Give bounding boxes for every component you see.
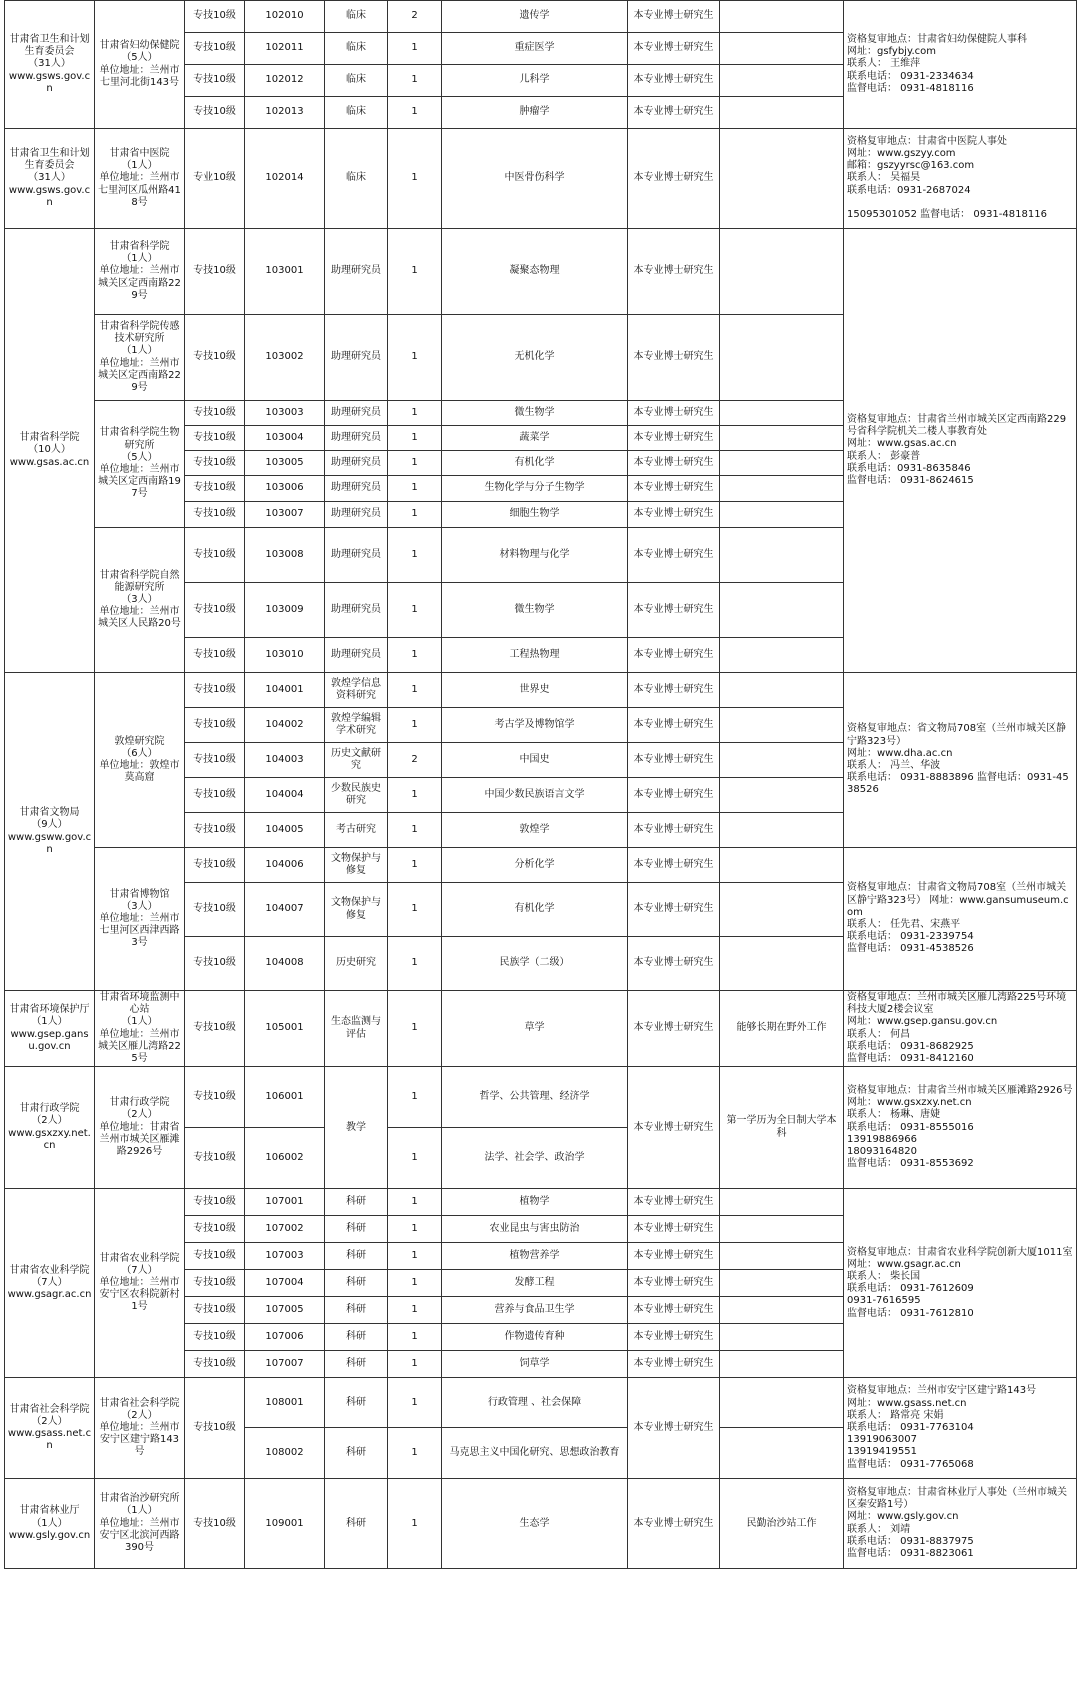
table-row <box>5 673 1077 708</box>
other-requirement-cell <box>720 33 844 65</box>
major-cell: 生物化学与分子生物学 <box>442 476 628 502</box>
degree-cell: 本专业博士研究生 <box>628 97 720 129</box>
level-cell: 专技10级 <box>185 229 245 315</box>
degree-cell: 本专业博士研究生 <box>628 1243 720 1270</box>
major-cell: 民族学（二级） <box>442 937 628 991</box>
degree-cell: 本专业博士研究生 <box>628 708 720 743</box>
contact-cell: 资格复审地点：甘肃省中医院人事处 网址：www.gszyy.com 邮箱：gszyyrsc@163.com 联系人： 吴福昊 联系电话：0931-2687024 15095301052 监督电话： 0931-4818116 <box>844 129 1077 229</box>
level-cell: 专技10级 <box>185 1067 245 1128</box>
level-cell: 专技10级 <box>185 1479 245 1569</box>
unit-cell: 甘肃省科学院传感技术研究所 （1人） 单位地址：兰州市城关区定西南路229号 <box>95 315 185 401</box>
major-cell: 考古学及博物馆学 <box>442 708 628 743</box>
level-cell: 专技10级 <box>185 778 245 813</box>
other-requirement-cell: 能够长期在野外工作 <box>720 991 844 1067</box>
level-cell: 专技10级 <box>185 708 245 743</box>
count-cell: 1 <box>388 813 442 848</box>
position-code-cell: 106001 <box>245 1067 325 1128</box>
post-cell: 科研 <box>325 1189 388 1216</box>
post-cell: 助理研究员 <box>325 315 388 401</box>
position-code-cell: 104006 <box>245 848 325 883</box>
contact-cell: 资格复审地点：甘肃省文物局708室（兰州市城关区静宁路323号） 网址：www.gansumuseum.com 联系人： 任先君、宋燕平 联系电话： 0931-2339754 监督电话： 0931-4538526 <box>844 848 1077 991</box>
major-cell: 遗传学 <box>442 1 628 33</box>
unit-cell: 甘肃行政学院 （2人） 单位地址：甘肃省兰州市城关区雁滩路2926号 <box>95 1067 185 1189</box>
count-cell: 1 <box>388 502 442 528</box>
degree-cell: 本专业博士研究生 <box>628 1479 720 1569</box>
count-cell: 1 <box>388 991 442 1067</box>
count-cell: 1 <box>388 33 442 65</box>
degree-cell: 本专业博士研究生 <box>628 673 720 708</box>
count-cell: 1 <box>388 583 442 638</box>
major-cell: 营养与食品卫生学 <box>442 1297 628 1324</box>
count-cell: 1 <box>388 476 442 502</box>
other-requirement-cell <box>720 673 844 708</box>
degree-cell: 本专业博士研究生 <box>628 1216 720 1243</box>
post-cell: 科研 <box>325 1216 388 1243</box>
major-cell: 哲学、公共管理、经济学 <box>442 1067 628 1128</box>
post-cell: 科研 <box>325 1243 388 1270</box>
other-requirement-cell <box>720 97 844 129</box>
table-row <box>5 1479 1077 1569</box>
department-cell: 甘肃省林业厅 （1人） www.gsly.gov.cn <box>5 1479 95 1569</box>
other-requirement-cell <box>720 883 844 937</box>
degree-cell: 本专业博士研究生 <box>628 33 720 65</box>
position-code-cell: 103002 <box>245 315 325 401</box>
post-cell: 助理研究员 <box>325 583 388 638</box>
post-cell: 助理研究员 <box>325 229 388 315</box>
degree-cell: 本专业博士研究生 <box>628 426 720 451</box>
other-requirement-cell <box>720 502 844 528</box>
other-requirement-cell <box>720 813 844 848</box>
table-row <box>5 1 1077 33</box>
other-requirement-cell <box>720 476 844 502</box>
post-cell: 助理研究员 <box>325 401 388 426</box>
post-cell: 临床 <box>325 33 388 65</box>
recruitment-table-container <box>4 0 1076 1569</box>
position-code-cell: 104007 <box>245 883 325 937</box>
major-cell: 微生物学 <box>442 583 628 638</box>
degree-cell: 本专业博士研究生 <box>628 778 720 813</box>
position-code-cell: 103010 <box>245 638 325 673</box>
count-cell: 1 <box>388 65 442 97</box>
level-cell: 专技10级 <box>185 426 245 451</box>
major-cell: 有机化学 <box>442 451 628 476</box>
other-requirement-cell <box>720 743 844 778</box>
level-cell: 专技10级 <box>185 97 245 129</box>
degree-cell: 本专业博士研究生 <box>628 638 720 673</box>
level-cell: 专技10级 <box>185 451 245 476</box>
post-cell: 临床 <box>325 129 388 229</box>
count-cell: 1 <box>388 883 442 937</box>
level-cell: 专技10级 <box>185 401 245 426</box>
table-row <box>5 1189 1077 1216</box>
major-cell: 无机化学 <box>442 315 628 401</box>
count-cell: 1 <box>388 1479 442 1569</box>
degree-cell: 本专业博士研究生 <box>628 1297 720 1324</box>
department-cell: 甘肃省科学院 （10人） www.gsas.ac.cn <box>5 229 95 673</box>
position-code-cell: 108001 <box>245 1378 325 1428</box>
other-requirement-cell <box>720 451 844 476</box>
post-cell: 科研 <box>325 1297 388 1324</box>
table-row <box>5 1378 1077 1428</box>
post-cell: 历史文献研究 <box>325 743 388 778</box>
count-cell: 1 <box>388 426 442 451</box>
level-cell: 专技10级 <box>185 1297 245 1324</box>
count-cell: 1 <box>388 1324 442 1351</box>
post-cell: 少数民族史研究 <box>325 778 388 813</box>
position-code-cell: 103003 <box>245 401 325 426</box>
level-cell: 专业10级 <box>185 129 245 229</box>
count-cell: 1 <box>388 1351 442 1378</box>
unit-cell: 甘肃省科学院生物研究所 （5人） 单位地址：兰州市城关区定西南路197号 <box>95 401 185 528</box>
unit-cell: 甘肃省中医院 （1人） 单位地址：兰州市七里河区瓜州路418号 <box>95 129 185 229</box>
major-cell: 植物营养学 <box>442 1243 628 1270</box>
count-cell: 1 <box>388 315 442 401</box>
other-requirement-cell <box>720 778 844 813</box>
post-cell: 科研 <box>325 1270 388 1297</box>
level-cell: 专技10级 <box>185 583 245 638</box>
major-cell: 敦煌学 <box>442 813 628 848</box>
position-code-cell: 107004 <box>245 1270 325 1297</box>
contact-cell: 资格复审地点：甘肃省兰州市城关区雁滩路2926号 网址：www.gsxzxy.net.cn 联系人： 杨琳、唐婕 联系电话： 0931-8555016 13919886966 18093164820 监督电话： 0931-8553692 <box>844 1067 1077 1189</box>
recruitment-table <box>4 0 1077 1569</box>
other-requirement-cell <box>720 1324 844 1351</box>
count-cell: 1 <box>388 1297 442 1324</box>
post-cell: 临床 <box>325 65 388 97</box>
position-code-cell: 105001 <box>245 991 325 1067</box>
other-requirement-cell <box>720 1428 844 1479</box>
position-code-cell: 103009 <box>245 583 325 638</box>
degree-cell: 本专业博士研究生 <box>628 502 720 528</box>
post-cell: 助理研究员 <box>325 528 388 583</box>
major-cell: 农业昆虫与害虫防治 <box>442 1216 628 1243</box>
other-requirement-cell <box>720 315 844 401</box>
contact-cell: 资格复审地点：甘肃省农业科学院创新大厦1011室 网址：www.gsagr.ac.cn 联系人： 柴长国 联系电话： 0931-7612609 0931-7616595 监督电话： 0931-7612810 <box>844 1189 1077 1378</box>
degree-cell: 本专业博士研究生 <box>628 1270 720 1297</box>
position-code-cell: 107006 <box>245 1324 325 1351</box>
degree-cell: 本专业博士研究生 <box>628 401 720 426</box>
other-requirement-cell <box>720 1189 844 1216</box>
department-cell: 甘肃省卫生和计划生育委员会 （31人） www.gsws.gov.cn <box>5 129 95 229</box>
major-cell: 中医骨伤科学 <box>442 129 628 229</box>
other-requirement-cell <box>720 708 844 743</box>
other-requirement-cell: 第一学历为全日制大学本科 <box>720 1067 844 1189</box>
level-cell: 专技10级 <box>185 1 245 33</box>
unit-cell: 甘肃省博物馆 （3人） 单位地址：兰州市七里河区西津西路3号 <box>95 848 185 991</box>
position-code-cell: 107007 <box>245 1351 325 1378</box>
degree-cell: 本专业博士研究生 <box>628 129 720 229</box>
position-code-cell: 103006 <box>245 476 325 502</box>
degree-cell: 本专业博士研究生 <box>628 813 720 848</box>
post-cell: 科研 <box>325 1324 388 1351</box>
post-cell: 科研 <box>325 1479 388 1569</box>
count-cell: 1 <box>388 638 442 673</box>
position-code-cell: 104004 <box>245 778 325 813</box>
degree-cell: 本专业博士研究生 <box>628 991 720 1067</box>
other-requirement-cell <box>720 1297 844 1324</box>
post-cell: 助理研究员 <box>325 476 388 502</box>
major-cell: 有机化学 <box>442 883 628 937</box>
degree-cell: 本专业博士研究生 <box>628 1067 720 1189</box>
post-cell: 敦煌学信息资料研究 <box>325 673 388 708</box>
position-code-cell: 104002 <box>245 708 325 743</box>
unit-cell: 甘肃省科学院自然能源研究所 （3人） 单位地址：兰州市城关区人民路20号 <box>95 528 185 673</box>
count-cell: 1 <box>388 528 442 583</box>
level-cell: 专技10级 <box>185 991 245 1067</box>
level-cell: 专技10级 <box>185 937 245 991</box>
other-requirement-cell <box>720 937 844 991</box>
count-cell: 1 <box>388 451 442 476</box>
post-cell: 文物保护与修复 <box>325 883 388 937</box>
other-requirement-cell: 民勤治沙站工作 <box>720 1479 844 1569</box>
table-row <box>5 129 1077 229</box>
major-cell: 作物遗传育种 <box>442 1324 628 1351</box>
position-code-cell: 107003 <box>245 1243 325 1270</box>
major-cell: 中国史 <box>442 743 628 778</box>
major-cell: 草学 <box>442 991 628 1067</box>
degree-cell: 本专业博士研究生 <box>628 883 720 937</box>
level-cell: 专技10级 <box>185 638 245 673</box>
degree-cell: 本专业博士研究生 <box>628 476 720 502</box>
position-code-cell: 107005 <box>245 1297 325 1324</box>
count-cell: 1 <box>388 1216 442 1243</box>
department-cell: 甘肃省农业科学院 （7人） www.gsagr.ac.cn <box>5 1189 95 1378</box>
degree-cell: 本专业博士研究生 <box>628 1189 720 1216</box>
level-cell: 专技10级 <box>185 528 245 583</box>
major-cell: 重症医学 <box>442 33 628 65</box>
degree-cell: 本专业博士研究生 <box>628 848 720 883</box>
count-cell: 1 <box>388 848 442 883</box>
department-cell: 甘肃省文物局 （9人） www.gsww.gov.cn <box>5 673 95 991</box>
major-cell: 工程热物理 <box>442 638 628 673</box>
level-cell: 专技10级 <box>185 476 245 502</box>
level-cell: 专技10级 <box>185 1243 245 1270</box>
position-code-cell: 108002 <box>245 1428 325 1479</box>
table-row <box>5 229 1077 315</box>
degree-cell: 本专业博士研究生 <box>628 743 720 778</box>
post-cell: 临床 <box>325 97 388 129</box>
post-cell: 敦煌学编辑学术研究 <box>325 708 388 743</box>
count-cell: 1 <box>388 129 442 229</box>
other-requirement-cell <box>720 1378 844 1428</box>
position-code-cell: 102013 <box>245 97 325 129</box>
count-cell: 1 <box>388 401 442 426</box>
level-cell: 专技10级 <box>185 315 245 401</box>
post-cell: 科研 <box>325 1428 388 1479</box>
major-cell: 法学、社会学、政治学 <box>442 1128 628 1189</box>
unit-cell: 甘肃省治沙研究所 （1人） 单位地址：兰州市安宁区北滨河西路390号 <box>95 1479 185 1569</box>
major-cell: 蔬菜学 <box>442 426 628 451</box>
unit-cell: 甘肃省科学院 （1人） 单位地址：兰州市城关区定西南路229号 <box>95 229 185 315</box>
department-cell: 甘肃行政学院 （2人） www.gsxzxy.net.cn <box>5 1067 95 1189</box>
count-cell: 1 <box>388 708 442 743</box>
contact-cell: 资格复审地点：兰州市城关区雁儿湾路225号环境科技大厦2楼会议室 网址：www.gsep.gansu.gov.cn 联系人： 何昌 联系电话： 0931-8682925 监督电话： 0931-8412160 <box>844 991 1077 1067</box>
other-requirement-cell <box>720 528 844 583</box>
major-cell: 植物学 <box>442 1189 628 1216</box>
level-cell: 专技10级 <box>185 743 245 778</box>
post-cell: 助理研究员 <box>325 502 388 528</box>
count-cell: 1 <box>388 97 442 129</box>
level-cell: 专技10级 <box>185 848 245 883</box>
count-cell: 1 <box>388 1067 442 1128</box>
other-requirement-cell <box>720 1243 844 1270</box>
unit-cell: 甘肃省社会科学院 （2人） 单位地址：兰州市安宁区建宁路143号 <box>95 1378 185 1479</box>
major-cell: 细胞生物学 <box>442 502 628 528</box>
degree-cell: 本专业博士研究生 <box>628 451 720 476</box>
level-cell: 专技10级 <box>185 1270 245 1297</box>
major-cell: 分析化学 <box>442 848 628 883</box>
department-cell: 甘肃省社会科学院 （2人） www.gsass.net.cn <box>5 1378 95 1479</box>
contact-cell: 资格复审地点：甘肃省妇幼保健院人事科 网址：gsfybjy.com 联系人： 王维萍 联系电话： 0931-2334634 监督电话： 0931-4818116 <box>844 1 1077 129</box>
unit-cell: 甘肃省环境监测中心站 （1人） 单位地址：兰州市城关区雁儿湾路225号 <box>95 991 185 1067</box>
major-cell: 饲草学 <box>442 1351 628 1378</box>
other-requirement-cell <box>720 1216 844 1243</box>
post-cell: 科研 <box>325 1351 388 1378</box>
table-row <box>5 1067 1077 1128</box>
post-cell: 历史研究 <box>325 937 388 991</box>
position-code-cell: 103008 <box>245 528 325 583</box>
major-cell: 生态学 <box>442 1479 628 1569</box>
major-cell: 凝聚态物理 <box>442 229 628 315</box>
contact-cell: 资格复审地点：兰州市安宁区建宁路143号 网址：www.gsass.net.cn 联系人： 路常亮 宋娟 联系电话： 0931-7763104 13919063007 13919419551 监督电话： 0931-7765068 <box>844 1378 1077 1479</box>
count-cell: 1 <box>388 937 442 991</box>
post-cell: 文物保护与修复 <box>325 848 388 883</box>
degree-cell: 本专业博士研究生 <box>628 1378 720 1479</box>
position-code-cell: 103004 <box>245 426 325 451</box>
unit-cell: 敦煌研究院 （6人） 单位地址：敦煌市莫高窟 <box>95 673 185 848</box>
degree-cell: 本专业博士研究生 <box>628 1351 720 1378</box>
degree-cell: 本专业博士研究生 <box>628 1 720 33</box>
position-code-cell: 107002 <box>245 1216 325 1243</box>
position-code-cell: 109001 <box>245 1479 325 1569</box>
post-cell: 考古研究 <box>325 813 388 848</box>
count-cell: 1 <box>388 229 442 315</box>
level-cell: 专技10级 <box>185 65 245 97</box>
position-code-cell: 102012 <box>245 65 325 97</box>
unit-cell: 甘肃省妇幼保健院 （5人） 单位地址：兰州市七里河北街143号 <box>95 1 185 129</box>
post-cell: 临床 <box>325 1 388 33</box>
count-cell: 1 <box>388 673 442 708</box>
position-code-cell: 102011 <box>245 33 325 65</box>
level-cell: 专技10级 <box>185 502 245 528</box>
other-requirement-cell <box>720 229 844 315</box>
level-cell: 专技10级 <box>185 1378 245 1479</box>
position-code-cell: 102014 <box>245 129 325 229</box>
degree-cell: 本专业博士研究生 <box>628 528 720 583</box>
other-requirement-cell <box>720 426 844 451</box>
degree-cell: 本专业博士研究生 <box>628 229 720 315</box>
major-cell: 中国少数民族语言文学 <box>442 778 628 813</box>
position-code-cell: 106002 <box>245 1128 325 1189</box>
level-cell: 专技10级 <box>185 1189 245 1216</box>
major-cell: 世界史 <box>442 673 628 708</box>
other-requirement-cell <box>720 848 844 883</box>
level-cell: 专技10级 <box>185 883 245 937</box>
level-cell: 专技10级 <box>185 673 245 708</box>
major-cell: 行政管理 、社会保障 <box>442 1378 628 1428</box>
position-code-cell: 107001 <box>245 1189 325 1216</box>
level-cell: 专技10级 <box>185 33 245 65</box>
other-requirement-cell <box>720 129 844 229</box>
post-cell: 生态监测与评估 <box>325 991 388 1067</box>
position-code-cell: 104005 <box>245 813 325 848</box>
count-cell: 1 <box>388 1378 442 1428</box>
level-cell: 专技10级 <box>185 1351 245 1378</box>
unit-cell: 甘肃省农业科学院 （7人） 单位地址：兰州市安宁区农科院新村1号 <box>95 1189 185 1378</box>
table-row <box>5 848 1077 883</box>
count-cell: 1 <box>388 1270 442 1297</box>
table-row <box>5 991 1077 1067</box>
major-cell: 材料物理与化学 <box>442 528 628 583</box>
count-cell: 2 <box>388 1 442 33</box>
position-code-cell: 103001 <box>245 229 325 315</box>
position-code-cell: 103005 <box>245 451 325 476</box>
major-cell: 儿科学 <box>442 65 628 97</box>
post-cell: 教学 <box>325 1067 388 1189</box>
contact-cell: 资格复审地点：省文物局708室（兰州市城关区静宁路323号） 网址：www.dha.ac.cn 联系人： 冯兰、华波 联系电话： 0931-8883896 监督电话：0931-4538526 <box>844 673 1077 848</box>
degree-cell: 本专业博士研究生 <box>628 65 720 97</box>
post-cell: 助理研究员 <box>325 451 388 476</box>
other-requirement-cell <box>720 1351 844 1378</box>
major-cell: 发酵工程 <box>442 1270 628 1297</box>
count-cell: 1 <box>388 1243 442 1270</box>
level-cell: 专技10级 <box>185 813 245 848</box>
count-cell: 2 <box>388 743 442 778</box>
count-cell: 1 <box>388 778 442 813</box>
position-code-cell: 104003 <box>245 743 325 778</box>
other-requirement-cell <box>720 1 844 33</box>
position-code-cell: 103007 <box>245 502 325 528</box>
level-cell: 专技10级 <box>185 1128 245 1189</box>
contact-cell: 资格复审地点：甘肃省兰州市城关区定西南路229号省科学院机关二楼人事教育处 网址：www.gsas.ac.cn 联系人： 彭豪普 联系电话：0931-8635846 监督电话： 0931-8624615 <box>844 229 1077 673</box>
other-requirement-cell <box>720 65 844 97</box>
position-code-cell: 102010 <box>245 1 325 33</box>
position-code-cell: 104001 <box>245 673 325 708</box>
count-cell: 1 <box>388 1428 442 1479</box>
count-cell: 1 <box>388 1128 442 1189</box>
level-cell: 专技10级 <box>185 1324 245 1351</box>
degree-cell: 本专业博士研究生 <box>628 1324 720 1351</box>
major-cell: 肿瘤学 <box>442 97 628 129</box>
degree-cell: 本专业博士研究生 <box>628 315 720 401</box>
department-cell: 甘肃省环境保护厅 （1人） www.gsep.gansu.gov.cn <box>5 991 95 1067</box>
degree-cell: 本专业博士研究生 <box>628 583 720 638</box>
other-requirement-cell <box>720 401 844 426</box>
department-cell: 甘肃省卫生和计划生育委员会 （31人） www.gsws.gov.cn <box>5 1 95 129</box>
position-code-cell: 104008 <box>245 937 325 991</box>
post-cell: 科研 <box>325 1378 388 1428</box>
count-cell: 1 <box>388 1189 442 1216</box>
major-cell: 马克思主义中国化研究、思想政治教育 <box>442 1428 628 1479</box>
post-cell: 助理研究员 <box>325 426 388 451</box>
other-requirement-cell <box>720 1270 844 1297</box>
other-requirement-cell <box>720 638 844 673</box>
contact-cell: 资格复审地点：甘肃省林业厅人事处（兰州市城关区秦安路1号） 网址：www.gsly.gov.cn 联系人： 刘靖 联系电话： 0931-8837975 监督电话： 0931-8823061 <box>844 1479 1077 1569</box>
post-cell: 助理研究员 <box>325 638 388 673</box>
degree-cell: 本专业博士研究生 <box>628 937 720 991</box>
other-requirement-cell <box>720 583 844 638</box>
major-cell: 微生物学 <box>442 401 628 426</box>
level-cell: 专技10级 <box>185 1216 245 1243</box>
